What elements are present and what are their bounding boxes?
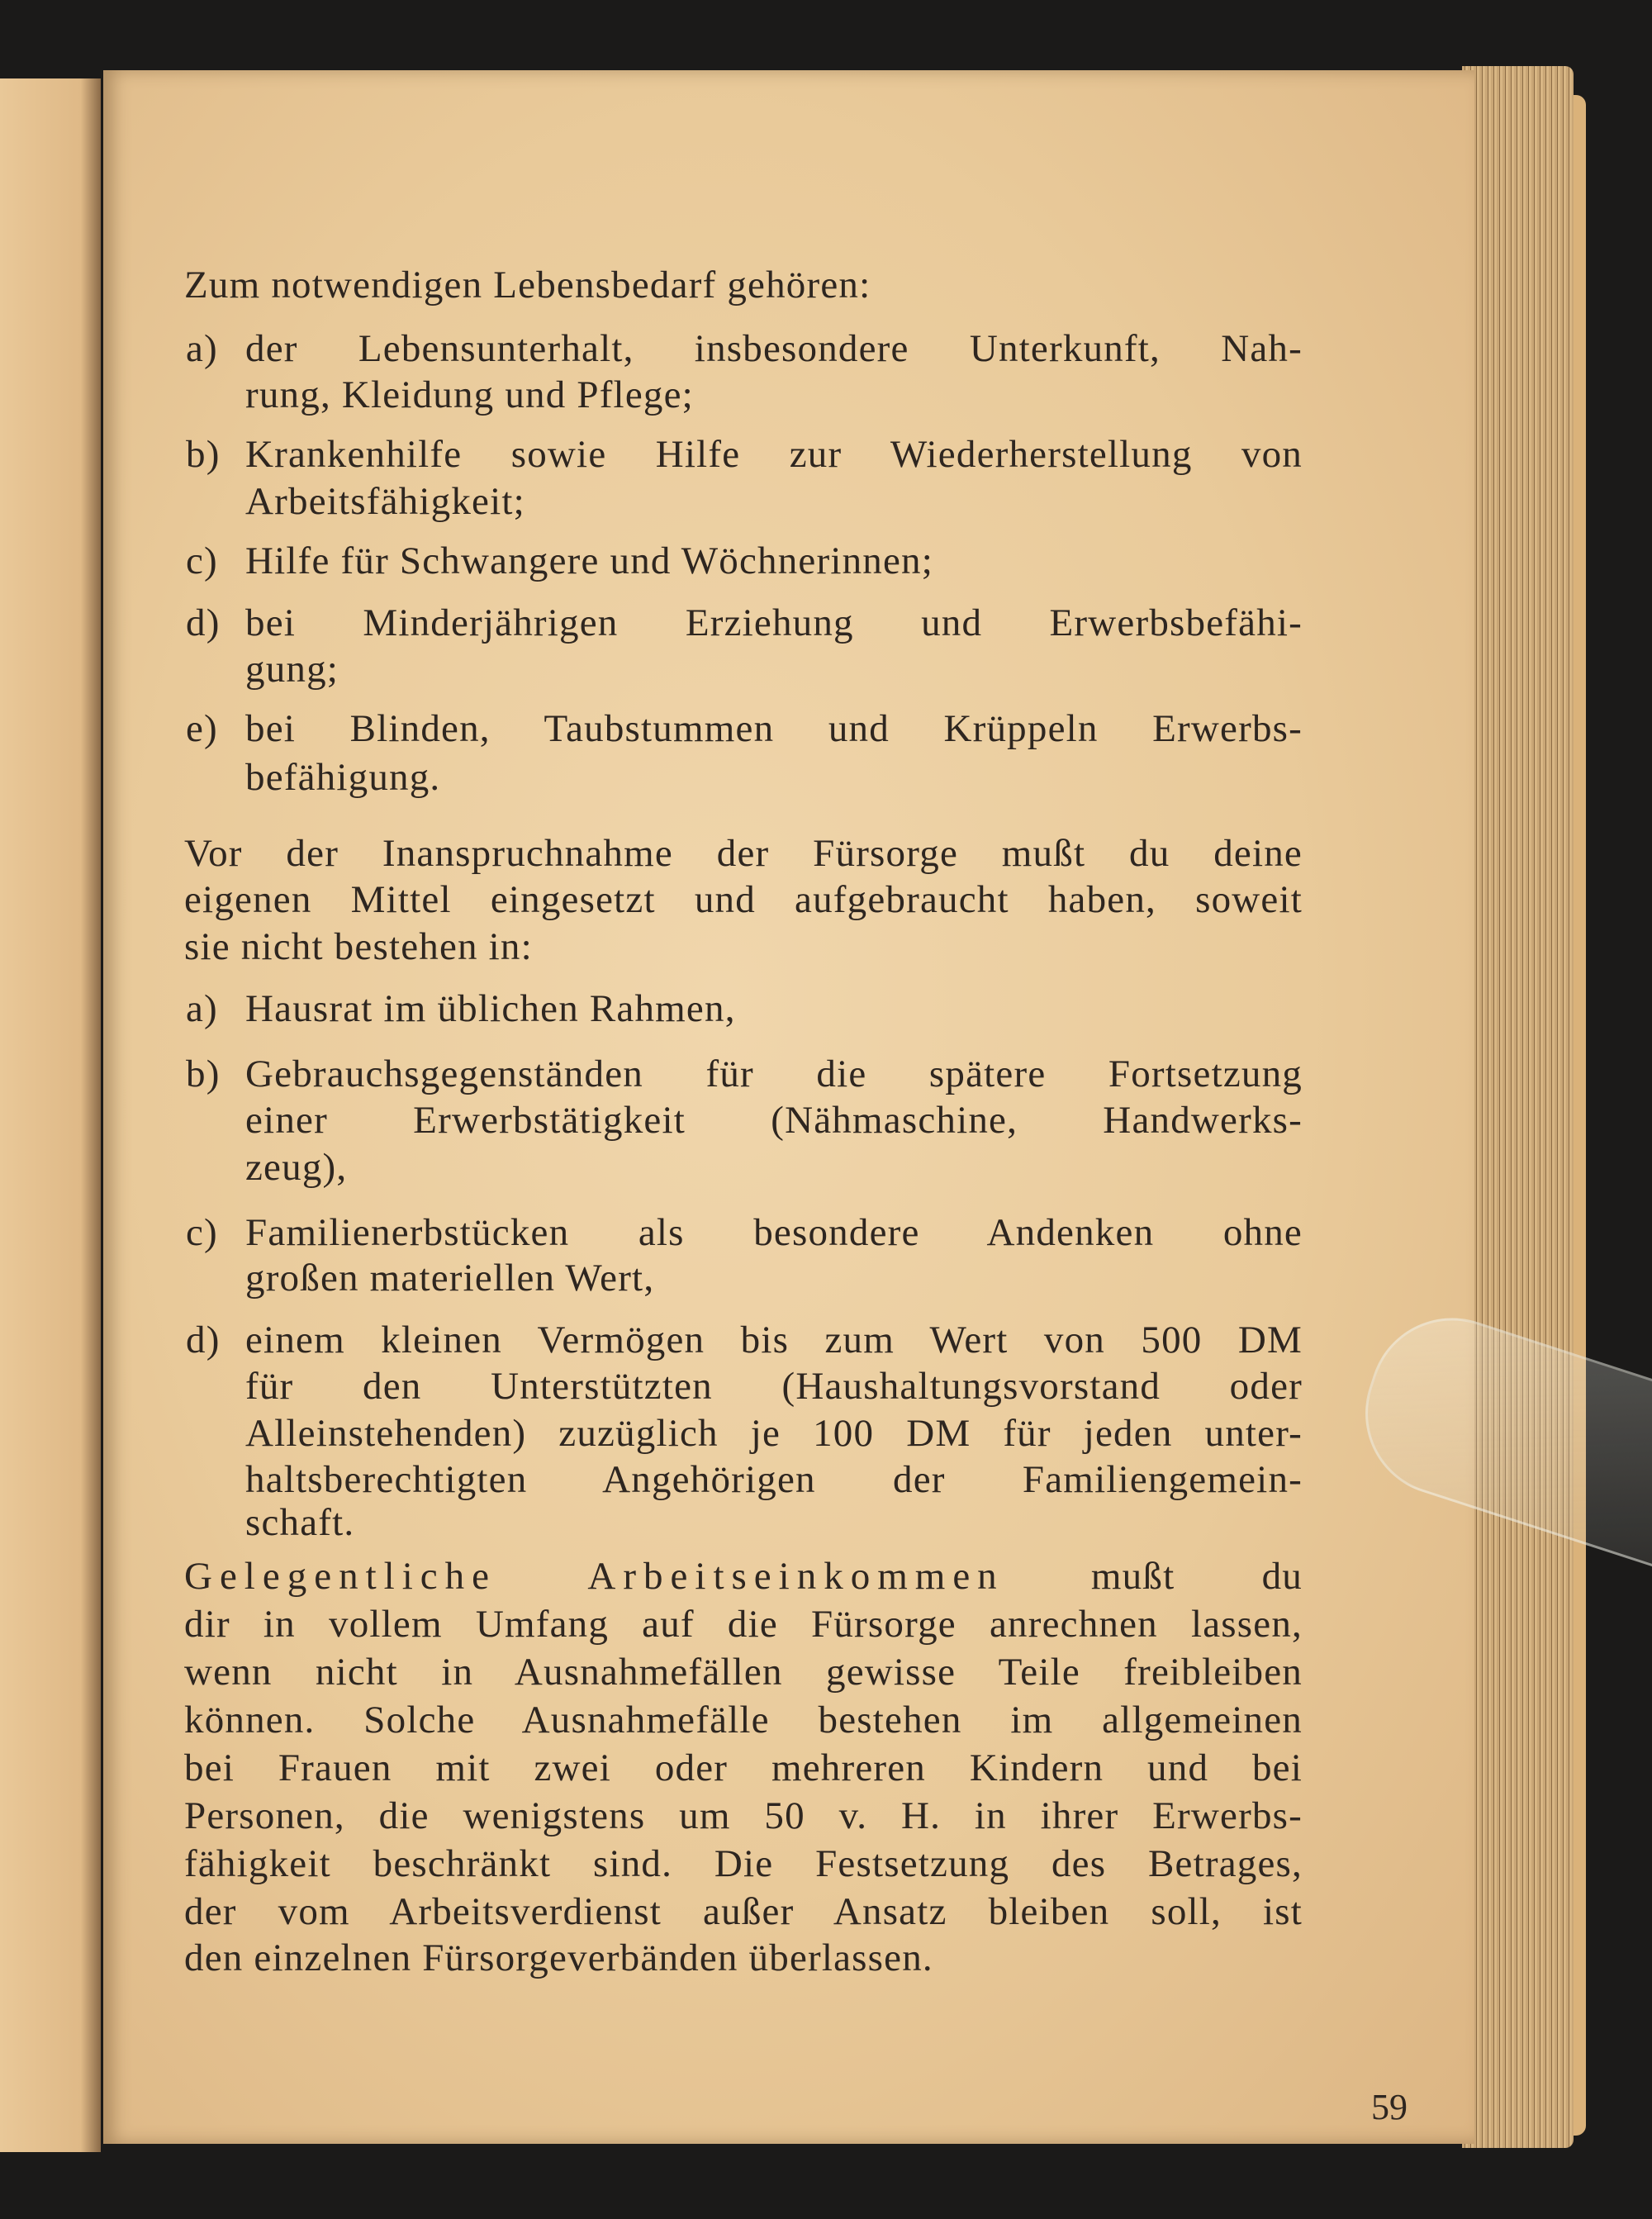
- text-fragment: mußt du: [1004, 1555, 1303, 1598]
- text-line: Hilfe für Schwangere und Wöchnerinnen;: [245, 539, 934, 582]
- text-line: Personen, die wenigstens um 50 v. H. in ihrer Erwerbs-: [184, 1794, 1303, 1837]
- text-line: bei Minderjährigen Erziehung und Erwerbsbefähi-: [245, 601, 1303, 644]
- text-line: Zum notwendigen Lebensbedarf gehören:: [184, 264, 871, 306]
- text-line: den einzelnen Fürsorgeverbänden überlassen.: [184, 1936, 933, 1979]
- text-line: bei Frauen mit zwei oder mehreren Kindern und bei: [184, 1746, 1303, 1789]
- text-line: sie nicht bestehen in:: [184, 925, 533, 968]
- list-label: a): [186, 987, 218, 1030]
- list-label: a): [186, 327, 218, 370]
- page-number: 59: [1371, 2087, 1408, 2127]
- list-label: e): [186, 707, 218, 750]
- text-line: Arbeitsfähigkeit;: [245, 480, 525, 523]
- text-line: einer Erwerbstätigkeit (Nähmaschine, Handwerks-: [245, 1099, 1303, 1142]
- text-line: Alleinstehenden) zuzüglich je 100 DM für jeden unter-: [245, 1412, 1303, 1455]
- text-line: gung;: [245, 648, 339, 691]
- list-label: c): [186, 1211, 218, 1254]
- text-line: zeug),: [245, 1146, 348, 1189]
- list-label: b): [186, 1052, 221, 1095]
- left-page-edge: [0, 78, 101, 2152]
- text-line: können. Solche Ausnahmefälle bestehen im allgemeinen: [184, 1699, 1303, 1741]
- text-line: Hausrat im üblichen Rahmen,: [245, 987, 736, 1030]
- page-stack: [1462, 66, 1574, 2148]
- text-line: Gebrauchsgegenständen für die spätere Fortsetzung: [245, 1052, 1303, 1095]
- emphasized-term: Gelegentliche Arbeitseinkommen: [184, 1555, 1004, 1598]
- text-line: schaft.: [245, 1501, 355, 1544]
- list-label: c): [186, 539, 218, 582]
- text-line: wenn nicht in Ausnahmefällen gewisse Teile freibleiben: [184, 1651, 1303, 1694]
- text-line: dir in vollem Umfang auf die Fürsorge anrechnen lassen,: [184, 1603, 1303, 1646]
- text-line: fähigkeit beschränkt sind. Die Festsetzung des Betrages,: [184, 1842, 1303, 1885]
- text-line: bei Blinden, Taubstummen und Krüppeln Erwerbs-: [245, 707, 1303, 750]
- text-line: Vor der Inanspruchnahme der Fürsorge mußt du deine: [184, 832, 1303, 875]
- list-label: b): [186, 433, 221, 476]
- list-label: d): [186, 1319, 221, 1361]
- text-line: [184, 1553, 1303, 1600]
- book-page: [103, 70, 1474, 2144]
- text-line: Krankenhilfe sowie Hilfe zur Wiederherstellung von: [245, 433, 1303, 476]
- text-line: Familienerbstücken als besondere Andenken ohne: [245, 1211, 1303, 1254]
- text-line: für den Unterstützten (Haushaltungsvorstand oder: [245, 1365, 1303, 1408]
- text-line: haltsberechtigten Angehörigen der Familiengemein-: [245, 1458, 1303, 1501]
- text-line: befähigung.: [245, 756, 441, 799]
- text-line: einem kleinen Vermögen bis zum Wert von 500 DM: [245, 1319, 1303, 1361]
- list-label: d): [186, 601, 221, 644]
- text-line: der Lebensunterhalt, insbesondere Unterkunft, Nah-: [245, 327, 1303, 370]
- text-line: eigenen Mittel eingesetzt und aufgebraucht haben, soweit: [184, 878, 1303, 921]
- text-line: der vom Arbeitsverdienst außer Ansatz bleiben soll, ist: [184, 1890, 1303, 1933]
- text-line: großen materiellen Wert,: [245, 1257, 655, 1300]
- text-line: rung, Kleidung und Pflege;: [245, 373, 694, 416]
